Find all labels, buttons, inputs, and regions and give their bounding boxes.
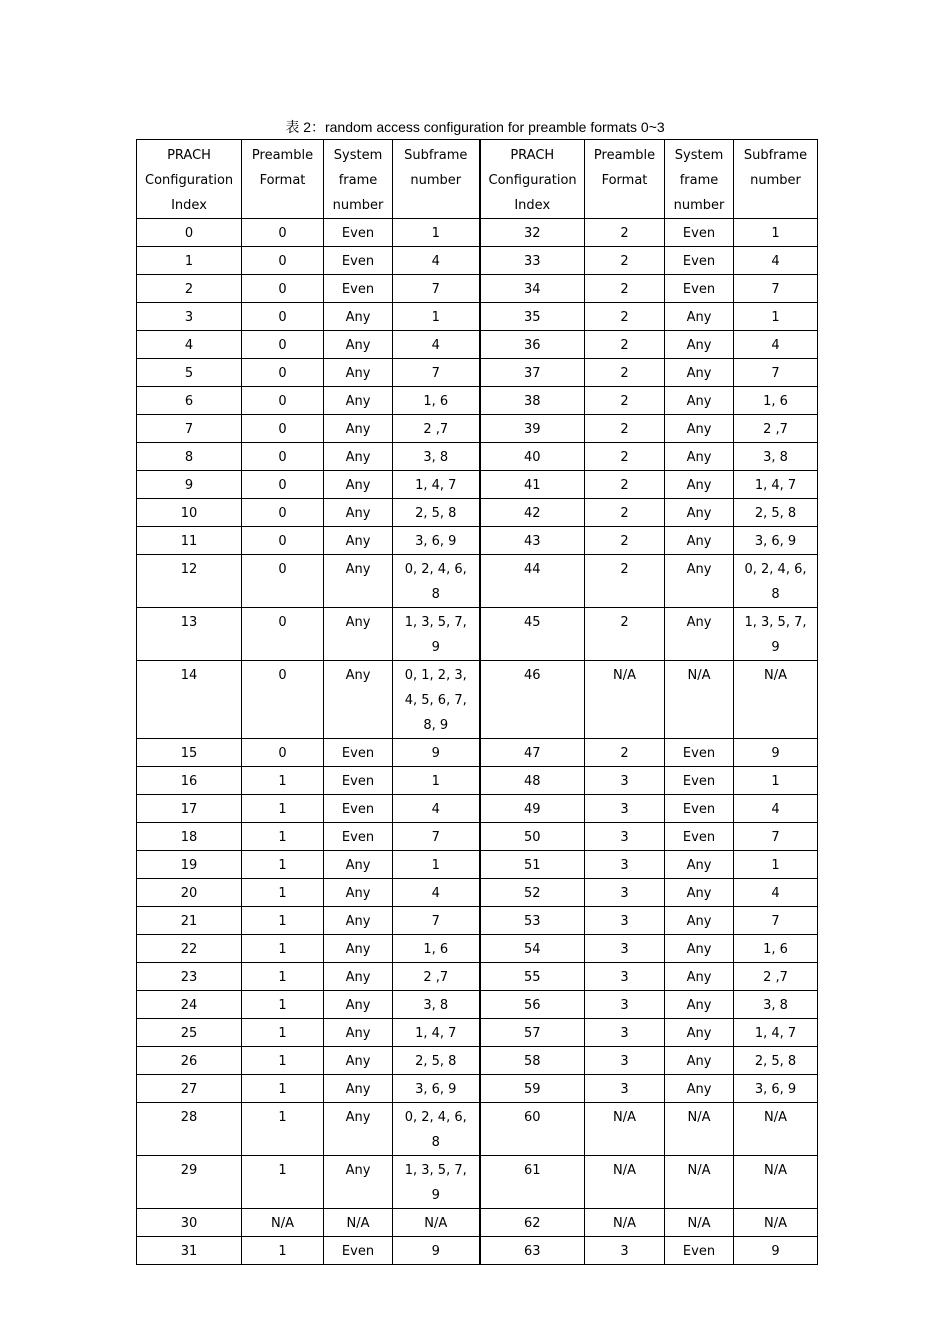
cell-subframe: 2, 5, 8: [393, 499, 480, 527]
cell-prach-index: 0: [137, 219, 242, 247]
cell-system-frame: Any: [665, 359, 734, 387]
cell-prach-index: 42: [480, 499, 585, 527]
cell-prach-index: 57: [480, 1019, 585, 1047]
cell-subframe: 1: [734, 767, 818, 795]
cell-system-frame: Any: [324, 1156, 393, 1209]
header-preamble-format: Preamble Format: [585, 140, 665, 219]
cell-preamble-format: 3: [585, 963, 665, 991]
cell-prach-index: 8: [137, 443, 242, 471]
table-row: [137, 415, 818, 443]
cell-subframe: 9: [734, 739, 818, 767]
cell-prach-index: 52: [480, 879, 585, 907]
cell-preamble-format: 0: [242, 527, 324, 555]
cell-prach-index: 12: [137, 555, 242, 608]
cell-prach-index: 9: [137, 471, 242, 499]
cell-subframe: 1: [393, 303, 480, 331]
cell-preamble-format: 0: [242, 499, 324, 527]
cell-preamble-format: 3: [585, 991, 665, 1019]
table-row: [137, 387, 818, 415]
cell-prach-index: 63: [480, 1237, 585, 1265]
cell-system-frame: Any: [665, 499, 734, 527]
cell-subframe: N/A: [734, 1103, 818, 1156]
cell-subframe: 1, 4, 7: [393, 471, 480, 499]
cell-preamble-format: 0: [242, 415, 324, 443]
cell-subframe: 0, 1, 2, 3, 4, 5, 6, 7, 8, 9: [393, 661, 480, 739]
table-row: [137, 661, 818, 739]
cell-prach-index: 27: [137, 1075, 242, 1103]
cell-subframe: 1, 6: [393, 935, 480, 963]
table-row: [137, 795, 818, 823]
table-row: [137, 471, 818, 499]
cell-preamble-format: 1: [242, 879, 324, 907]
cell-preamble-format: 0: [242, 303, 324, 331]
cell-subframe: 1, 6: [393, 387, 480, 415]
cell-subframe: 4: [734, 795, 818, 823]
cell-system-frame: Any: [665, 1075, 734, 1103]
cell-preamble-format: 2: [585, 387, 665, 415]
cell-prach-index: 33: [480, 247, 585, 275]
cell-prach-index: 26: [137, 1047, 242, 1075]
cell-system-frame: Any: [665, 608, 734, 661]
cell-prach-index: 59: [480, 1075, 585, 1103]
cell-preamble-format: 2: [585, 415, 665, 443]
cell-system-frame: Even: [324, 219, 393, 247]
cell-preamble-format: 2: [585, 471, 665, 499]
cell-system-frame: Even: [665, 823, 734, 851]
cell-preamble-format: 3: [585, 767, 665, 795]
cell-prach-index: 10: [137, 499, 242, 527]
cell-prach-index: 6: [137, 387, 242, 415]
cell-prach-index: 53: [480, 907, 585, 935]
table-row: [137, 247, 818, 275]
cell-system-frame: Even: [665, 1237, 734, 1265]
cell-preamble-format: 2: [585, 359, 665, 387]
cell-prach-index: 44: [480, 555, 585, 608]
cell-prach-index: 46: [480, 661, 585, 739]
cell-system-frame: N/A: [324, 1209, 393, 1237]
cell-preamble-format: 3: [585, 1075, 665, 1103]
cell-subframe: 0, 2, 4, 6, 8: [393, 555, 480, 608]
cell-system-frame: Even: [324, 247, 393, 275]
cell-prach-index: 32: [480, 219, 585, 247]
table-row: [137, 1019, 818, 1047]
cell-prach-index: 54: [480, 935, 585, 963]
cell-preamble-format: 0: [242, 275, 324, 303]
cell-system-frame: Any: [665, 303, 734, 331]
cell-system-frame: Any: [665, 991, 734, 1019]
cell-prach-index: 30: [137, 1209, 242, 1237]
cell-system-frame: Any: [665, 527, 734, 555]
cell-prach-index: 11: [137, 527, 242, 555]
cell-prach-index: 13: [137, 608, 242, 661]
cell-prach-index: 41: [480, 471, 585, 499]
cell-subframe: 3, 8: [393, 443, 480, 471]
cell-prach-index: 55: [480, 963, 585, 991]
table-row: [137, 879, 818, 907]
cell-preamble-format: 3: [585, 935, 665, 963]
cell-prach-index: 48: [480, 767, 585, 795]
cell-preamble-format: 3: [585, 1019, 665, 1047]
cell-subframe: 1, 3, 5, 7, 9: [393, 608, 480, 661]
table-row: [137, 963, 818, 991]
table-row: [137, 303, 818, 331]
cell-prach-index: 28: [137, 1103, 242, 1156]
cell-preamble-format: 1: [242, 907, 324, 935]
cell-system-frame: Any: [665, 1019, 734, 1047]
cell-preamble-format: 1: [242, 795, 324, 823]
cell-preamble-format: 1: [242, 851, 324, 879]
cell-subframe: 1: [393, 767, 480, 795]
cell-prach-index: 19: [137, 851, 242, 879]
cell-system-frame: Even: [665, 767, 734, 795]
cell-system-frame: Even: [665, 247, 734, 275]
cell-subframe: 2 ,7: [393, 963, 480, 991]
cell-system-frame: Any: [324, 879, 393, 907]
cell-prach-index: 20: [137, 879, 242, 907]
cell-preamble-format: 1: [242, 991, 324, 1019]
cell-preamble-format: 3: [585, 823, 665, 851]
cell-subframe: 7: [734, 823, 818, 851]
cell-subframe: 2, 5, 8: [393, 1047, 480, 1075]
cell-preamble-format: 2: [585, 499, 665, 527]
cell-preamble-format: 2: [585, 443, 665, 471]
cell-subframe: 9: [734, 1237, 818, 1265]
header-row: [137, 140, 818, 219]
cell-preamble-format: 0: [242, 359, 324, 387]
cell-subframe: 4: [393, 247, 480, 275]
cell-system-frame: Any: [324, 1019, 393, 1047]
cell-system-frame: Even: [324, 739, 393, 767]
cell-subframe: 4: [393, 795, 480, 823]
cell-prach-index: 61: [480, 1156, 585, 1209]
cell-system-frame: Any: [324, 303, 393, 331]
cell-prach-index: 39: [480, 415, 585, 443]
cell-preamble-format: 1: [242, 1237, 324, 1265]
cell-subframe: N/A: [734, 661, 818, 739]
cell-subframe: N/A: [734, 1209, 818, 1237]
cell-prach-index: 62: [480, 1209, 585, 1237]
cell-preamble-format: 3: [585, 851, 665, 879]
cell-subframe: N/A: [393, 1209, 480, 1237]
cell-prach-index: 3: [137, 303, 242, 331]
cell-preamble-format: 2: [585, 303, 665, 331]
cell-system-frame: Even: [665, 275, 734, 303]
cell-subframe: 7: [734, 907, 818, 935]
cell-subframe: 0, 2, 4, 6, 8: [393, 1103, 480, 1156]
cell-system-frame: Any: [324, 471, 393, 499]
table-row: [137, 1075, 818, 1103]
cell-preamble-format: 0: [242, 247, 324, 275]
table-row: [137, 739, 818, 767]
cell-subframe: 4: [734, 247, 818, 275]
cell-system-frame: Any: [324, 1047, 393, 1075]
cell-subframe: 7: [393, 823, 480, 851]
header-subframe: Subframe number: [734, 140, 818, 219]
cell-preamble-format: 1: [242, 1047, 324, 1075]
cell-prach-index: 16: [137, 767, 242, 795]
cell-system-frame: Any: [324, 331, 393, 359]
cell-system-frame: Any: [324, 415, 393, 443]
cell-prach-index: 15: [137, 739, 242, 767]
cell-preamble-format: N/A: [585, 1156, 665, 1209]
cell-system-frame: Any: [324, 387, 393, 415]
cell-preamble-format: 0: [242, 661, 324, 739]
cell-subframe: 2 ,7: [393, 415, 480, 443]
cell-preamble-format: 3: [585, 1047, 665, 1075]
cell-preamble-format: 0: [242, 219, 324, 247]
cell-system-frame: Any: [324, 851, 393, 879]
cell-subframe: 9: [393, 739, 480, 767]
cell-system-frame: Even: [324, 795, 393, 823]
cell-prach-index: 1: [137, 247, 242, 275]
cell-system-frame: N/A: [665, 1156, 734, 1209]
header-prach-index: PRACH Configuration Index: [137, 140, 242, 219]
cell-system-frame: Any: [665, 443, 734, 471]
cell-subframe: N/A: [734, 1156, 818, 1209]
cell-preamble-format: 1: [242, 1156, 324, 1209]
cell-system-frame: Any: [324, 661, 393, 739]
cell-subframe: 3, 6, 9: [393, 527, 480, 555]
cell-system-frame: Any: [324, 907, 393, 935]
cell-prach-index: 43: [480, 527, 585, 555]
cell-subframe: 9: [393, 1237, 480, 1265]
cell-preamble-format: 0: [242, 443, 324, 471]
cell-subframe: 0, 2, 4, 6, 8: [734, 555, 818, 608]
cell-subframe: 7: [734, 275, 818, 303]
cell-prach-index: 49: [480, 795, 585, 823]
cell-preamble-format: 1: [242, 1075, 324, 1103]
cell-preamble-format: N/A: [242, 1209, 324, 1237]
cell-prach-index: 40: [480, 443, 585, 471]
cell-prach-index: 2: [137, 275, 242, 303]
cell-subframe: 1: [734, 303, 818, 331]
cell-prach-index: 38: [480, 387, 585, 415]
table-row: [137, 555, 818, 608]
cell-subframe: 4: [734, 879, 818, 907]
cell-preamble-format: N/A: [585, 1209, 665, 1237]
cell-preamble-format: 0: [242, 387, 324, 415]
table-row: [137, 219, 818, 247]
cell-prach-index: 14: [137, 661, 242, 739]
cell-subframe: 2 ,7: [734, 415, 818, 443]
cell-prach-index: 31: [137, 1237, 242, 1265]
cell-subframe: 4: [393, 879, 480, 907]
cell-prach-index: 51: [480, 851, 585, 879]
cell-subframe: 4: [393, 331, 480, 359]
cell-system-frame: Even: [324, 767, 393, 795]
cell-subframe: 1, 3, 5, 7, 9: [393, 1156, 480, 1209]
cell-preamble-format: 1: [242, 767, 324, 795]
cell-prach-index: 37: [480, 359, 585, 387]
cell-preamble-format: 0: [242, 739, 324, 767]
cell-prach-index: 56: [480, 991, 585, 1019]
table-row: [137, 991, 818, 1019]
cell-prach-index: 47: [480, 739, 585, 767]
cell-subframe: 7: [393, 907, 480, 935]
table-row: [137, 907, 818, 935]
table-row: [137, 499, 818, 527]
cell-subframe: 3, 8: [734, 443, 818, 471]
cell-preamble-format: 0: [242, 331, 324, 359]
cell-subframe: 3, 6, 9: [734, 1075, 818, 1103]
cell-system-frame: Even: [324, 1237, 393, 1265]
header-system-frame: System frame number: [665, 140, 734, 219]
cell-subframe: 3, 8: [734, 991, 818, 1019]
cell-system-frame: Any: [324, 608, 393, 661]
cell-prach-index: 22: [137, 935, 242, 963]
table-row: [137, 1156, 818, 1209]
cell-system-frame: Even: [324, 823, 393, 851]
cell-preamble-format: 3: [585, 907, 665, 935]
cell-system-frame: Any: [665, 851, 734, 879]
cell-system-frame: Any: [324, 499, 393, 527]
cell-subframe: 1: [734, 851, 818, 879]
cell-system-frame: Any: [665, 471, 734, 499]
table-row: [137, 767, 818, 795]
cell-preamble-format: 1: [242, 935, 324, 963]
cell-subframe: 1: [734, 219, 818, 247]
cell-subframe: 3, 6, 9: [734, 527, 818, 555]
cell-prach-index: 5: [137, 359, 242, 387]
prach-config-table: [136, 139, 818, 1265]
cell-subframe: 2, 5, 8: [734, 499, 818, 527]
cell-preamble-format: 2: [585, 739, 665, 767]
cell-subframe: 1, 6: [734, 935, 818, 963]
cell-preamble-format: 1: [242, 963, 324, 991]
cell-system-frame: N/A: [665, 1209, 734, 1237]
table-row: [137, 331, 818, 359]
cell-system-frame: Any: [665, 415, 734, 443]
cell-system-frame: N/A: [665, 661, 734, 739]
cell-prach-index: 36: [480, 331, 585, 359]
cell-system-frame: Any: [324, 1075, 393, 1103]
cell-prach-index: 34: [480, 275, 585, 303]
cell-system-frame: Any: [665, 935, 734, 963]
cell-preamble-format: 3: [585, 879, 665, 907]
cell-subframe: 1, 3, 5, 7, 9: [734, 608, 818, 661]
cell-preamble-format: 1: [242, 1103, 324, 1156]
cell-preamble-format: 1: [242, 1019, 324, 1047]
cell-system-frame: Any: [324, 1103, 393, 1156]
cell-system-frame: Any: [324, 443, 393, 471]
cell-system-frame: Any: [324, 555, 393, 608]
cell-prach-index: 7: [137, 415, 242, 443]
cell-preamble-format: N/A: [585, 1103, 665, 1156]
cell-prach-index: 17: [137, 795, 242, 823]
header-preamble-format: Preamble Format: [242, 140, 324, 219]
cell-subframe: 1: [393, 219, 480, 247]
table-row: [137, 823, 818, 851]
cell-system-frame: Even: [324, 275, 393, 303]
cell-preamble-format: 2: [585, 275, 665, 303]
cell-preamble-format: 0: [242, 471, 324, 499]
cell-subframe: 3, 8: [393, 991, 480, 1019]
cell-system-frame: Any: [665, 555, 734, 608]
cell-system-frame: Any: [665, 963, 734, 991]
table-row: [137, 608, 818, 661]
cell-system-frame: Any: [665, 1047, 734, 1075]
cell-subframe: 1: [393, 851, 480, 879]
cell-subframe: 1, 4, 7: [393, 1019, 480, 1047]
cell-subframe: 3, 6, 9: [393, 1075, 480, 1103]
cell-system-frame: Any: [324, 935, 393, 963]
table-row: [137, 935, 818, 963]
cell-prach-index: 50: [480, 823, 585, 851]
cell-subframe: 7: [393, 359, 480, 387]
cell-preamble-format: N/A: [585, 661, 665, 739]
cell-prach-index: 29: [137, 1156, 242, 1209]
table-row: [137, 1103, 818, 1156]
table-row: [137, 1209, 818, 1237]
cell-preamble-format: 2: [585, 555, 665, 608]
cell-system-frame: Any: [665, 331, 734, 359]
header-subframe: Subframe number: [393, 140, 480, 219]
cell-subframe: 1, 4, 7: [734, 471, 818, 499]
cell-prach-index: 18: [137, 823, 242, 851]
header-prach-index: PRACH Configuration Index: [480, 140, 585, 219]
cell-system-frame: Any: [324, 359, 393, 387]
cell-system-frame: Even: [665, 739, 734, 767]
cell-prach-index: 23: [137, 963, 242, 991]
cell-preamble-format: 2: [585, 247, 665, 275]
cell-preamble-format: 2: [585, 608, 665, 661]
cell-preamble-format: 2: [585, 527, 665, 555]
cell-subframe: 7: [393, 275, 480, 303]
header-system-frame: System frame number: [324, 140, 393, 219]
cell-system-frame: Any: [665, 387, 734, 415]
cell-system-frame: Even: [665, 219, 734, 247]
cell-subframe: 1, 6: [734, 387, 818, 415]
cell-prach-index: 4: [137, 331, 242, 359]
table-row: [137, 359, 818, 387]
table-row: [137, 443, 818, 471]
cell-prach-index: 21: [137, 907, 242, 935]
cell-prach-index: 58: [480, 1047, 585, 1075]
table-row: [137, 275, 818, 303]
cell-preamble-format: 3: [585, 1237, 665, 1265]
cell-system-frame: Any: [665, 879, 734, 907]
cell-preamble-format: 2: [585, 331, 665, 359]
cell-subframe: 2 ,7: [734, 963, 818, 991]
cell-prach-index: 24: [137, 991, 242, 1019]
cell-prach-index: 35: [480, 303, 585, 331]
table-row: [137, 1237, 818, 1265]
cell-system-frame: Even: [665, 795, 734, 823]
cell-preamble-format: 3: [585, 795, 665, 823]
cell-subframe: 4: [734, 331, 818, 359]
cell-subframe: 2, 5, 8: [734, 1047, 818, 1075]
cell-system-frame: Any: [324, 963, 393, 991]
cell-system-frame: Any: [324, 991, 393, 1019]
cell-system-frame: Any: [665, 907, 734, 935]
table-row: [137, 851, 818, 879]
cell-subframe: 7: [734, 359, 818, 387]
cell-prach-index: 25: [137, 1019, 242, 1047]
cell-preamble-format: 2: [585, 219, 665, 247]
cell-prach-index: 45: [480, 608, 585, 661]
cell-system-frame: Any: [324, 527, 393, 555]
cell-preamble-format: 0: [242, 555, 324, 608]
cell-preamble-format: 0: [242, 608, 324, 661]
cell-system-frame: N/A: [665, 1103, 734, 1156]
cell-subframe: 1, 4, 7: [734, 1019, 818, 1047]
table-row: [137, 1047, 818, 1075]
cell-preamble-format: 1: [242, 823, 324, 851]
cell-prach-index: 60: [480, 1103, 585, 1156]
table-caption: 表 2：random access configuration for preamble formats 0~3: [285, 119, 665, 135]
table-row: [137, 527, 818, 555]
